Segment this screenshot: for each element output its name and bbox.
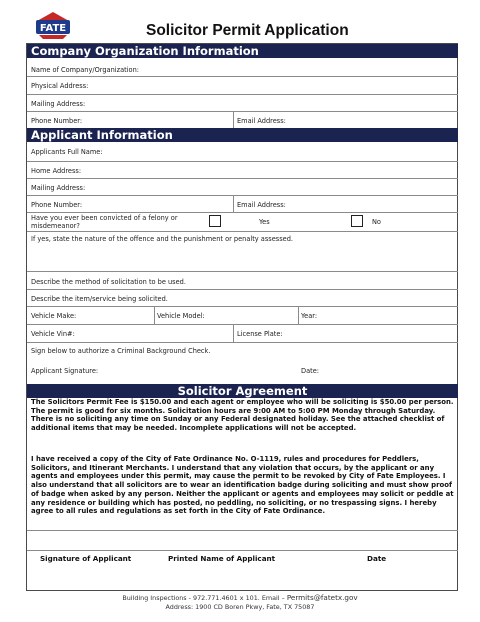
footer-contact: Building Inspections - 972.771.4601 x 101. Email – Permits@fatetx.gov [122,593,358,602]
vehicle-vin-field[interactable]: Vehicle Vin#: [31,330,75,338]
permit-form [26,43,458,591]
agreement-terms-paragraph: I have received a copy of the City of Fate Ordinance No. O-1119, rules and procedures for Peddlers, Solicitors, and Itinerant Merchants. I understand that any violation that occurs, by the applicant or any agents and employees under this permit, may cause the permit to be revoked by City of Fate Employees. I also understand that all solicitors are to wear an identification badge during soliciting and must show proof of badge when asked by any person. Neither the applicant or agents and employees may solicit or peddle at any residence or building which has posted, no peddling, no soliciting, or no trespassing signs. I hereby agree to all rules and regulations as set forth in the City of Fate Ordinance. [31,455,454,516]
printed-name-label: Printed Name of Applicant [168,554,276,563]
company-section-header: Company Organization Information [27,44,458,58]
item-service-field[interactable]: Describe the item/service being solicited. [31,295,168,303]
applicant-date-field[interactable]: Date: [301,367,319,375]
applicant-mailing-address-field[interactable]: Mailing Address: [31,184,86,192]
signature-date-label: Date [367,554,387,563]
no-label: No [372,218,381,226]
no-checkbox[interactable] [351,215,363,227]
vehicle-model-field[interactable]: Vehicle Model: [157,312,205,320]
footer-email-link[interactable]: Permits@fatetx.gov [286,593,358,602]
felony-question-line2: misdemeanor? [31,222,80,230]
background-check-note: Sign below to authorize a Criminal Background Check. [31,347,211,355]
footer-address: Address: 1900 CD Boren Pkwy, Fate, TX 75087 [165,603,315,611]
yes-label: Yes [259,218,270,226]
fate-logo [33,9,73,41]
home-address-field[interactable]: Home Address: [31,167,82,175]
solicitation-method-field[interactable]: Describe the method of solicitation to be used. [31,278,186,286]
applicant-full-name-field[interactable]: Applicants Full Name: [31,148,103,156]
signature-of-applicant-label: Signature of Applicant [40,554,132,563]
applicant-section-header: Applicant Information [27,128,458,142]
applicant-signature-field[interactable]: Applicant Signature: [31,367,99,375]
vehicle-make-field[interactable]: Vehicle Make: [31,312,77,320]
physical-address-field[interactable]: Physical Address: [31,82,89,90]
license-plate-field[interactable]: License Plate: [237,330,283,338]
applicant-email-field[interactable]: Email Address: [237,201,286,209]
agreement-section-header: Solicitor Agreement [27,384,458,398]
applicant-phone-field[interactable]: Phone Number: [31,201,83,209]
company-name-field[interactable]: Name of Company/Organization: [31,66,139,74]
felony-question-line1: Have you ever been convicted of a felony or [31,214,178,222]
offence-details-field[interactable]: If yes, state the nature of the offence and the punishment or penalty assessed. [31,235,293,243]
yes-checkbox[interactable] [209,215,221,227]
company-mailing-address-field[interactable]: Mailing Address: [31,100,86,108]
page-title: Solicitor Permit Application [146,22,349,39]
logo-text: FATE [39,23,67,34]
company-phone-field[interactable]: Phone Number: [31,117,83,125]
agreement-fee-paragraph: The Solicitors Permit Fee is $150.00 and each agent or employee who will be soliciting is $50.00 per person. The permit is good for six months. Solicitation hours are 9:00 AM to 5:00 PM Monday through Saturday. There is no soliciting any time on Sunday or any Federal designated holiday. See the attached checklist of additional items that may be needed. Incomplete applications will not be accepted. [31,398,454,433]
company-email-field[interactable]: Email Address: [237,117,286,125]
vehicle-year-field[interactable]: Year: [301,312,318,320]
